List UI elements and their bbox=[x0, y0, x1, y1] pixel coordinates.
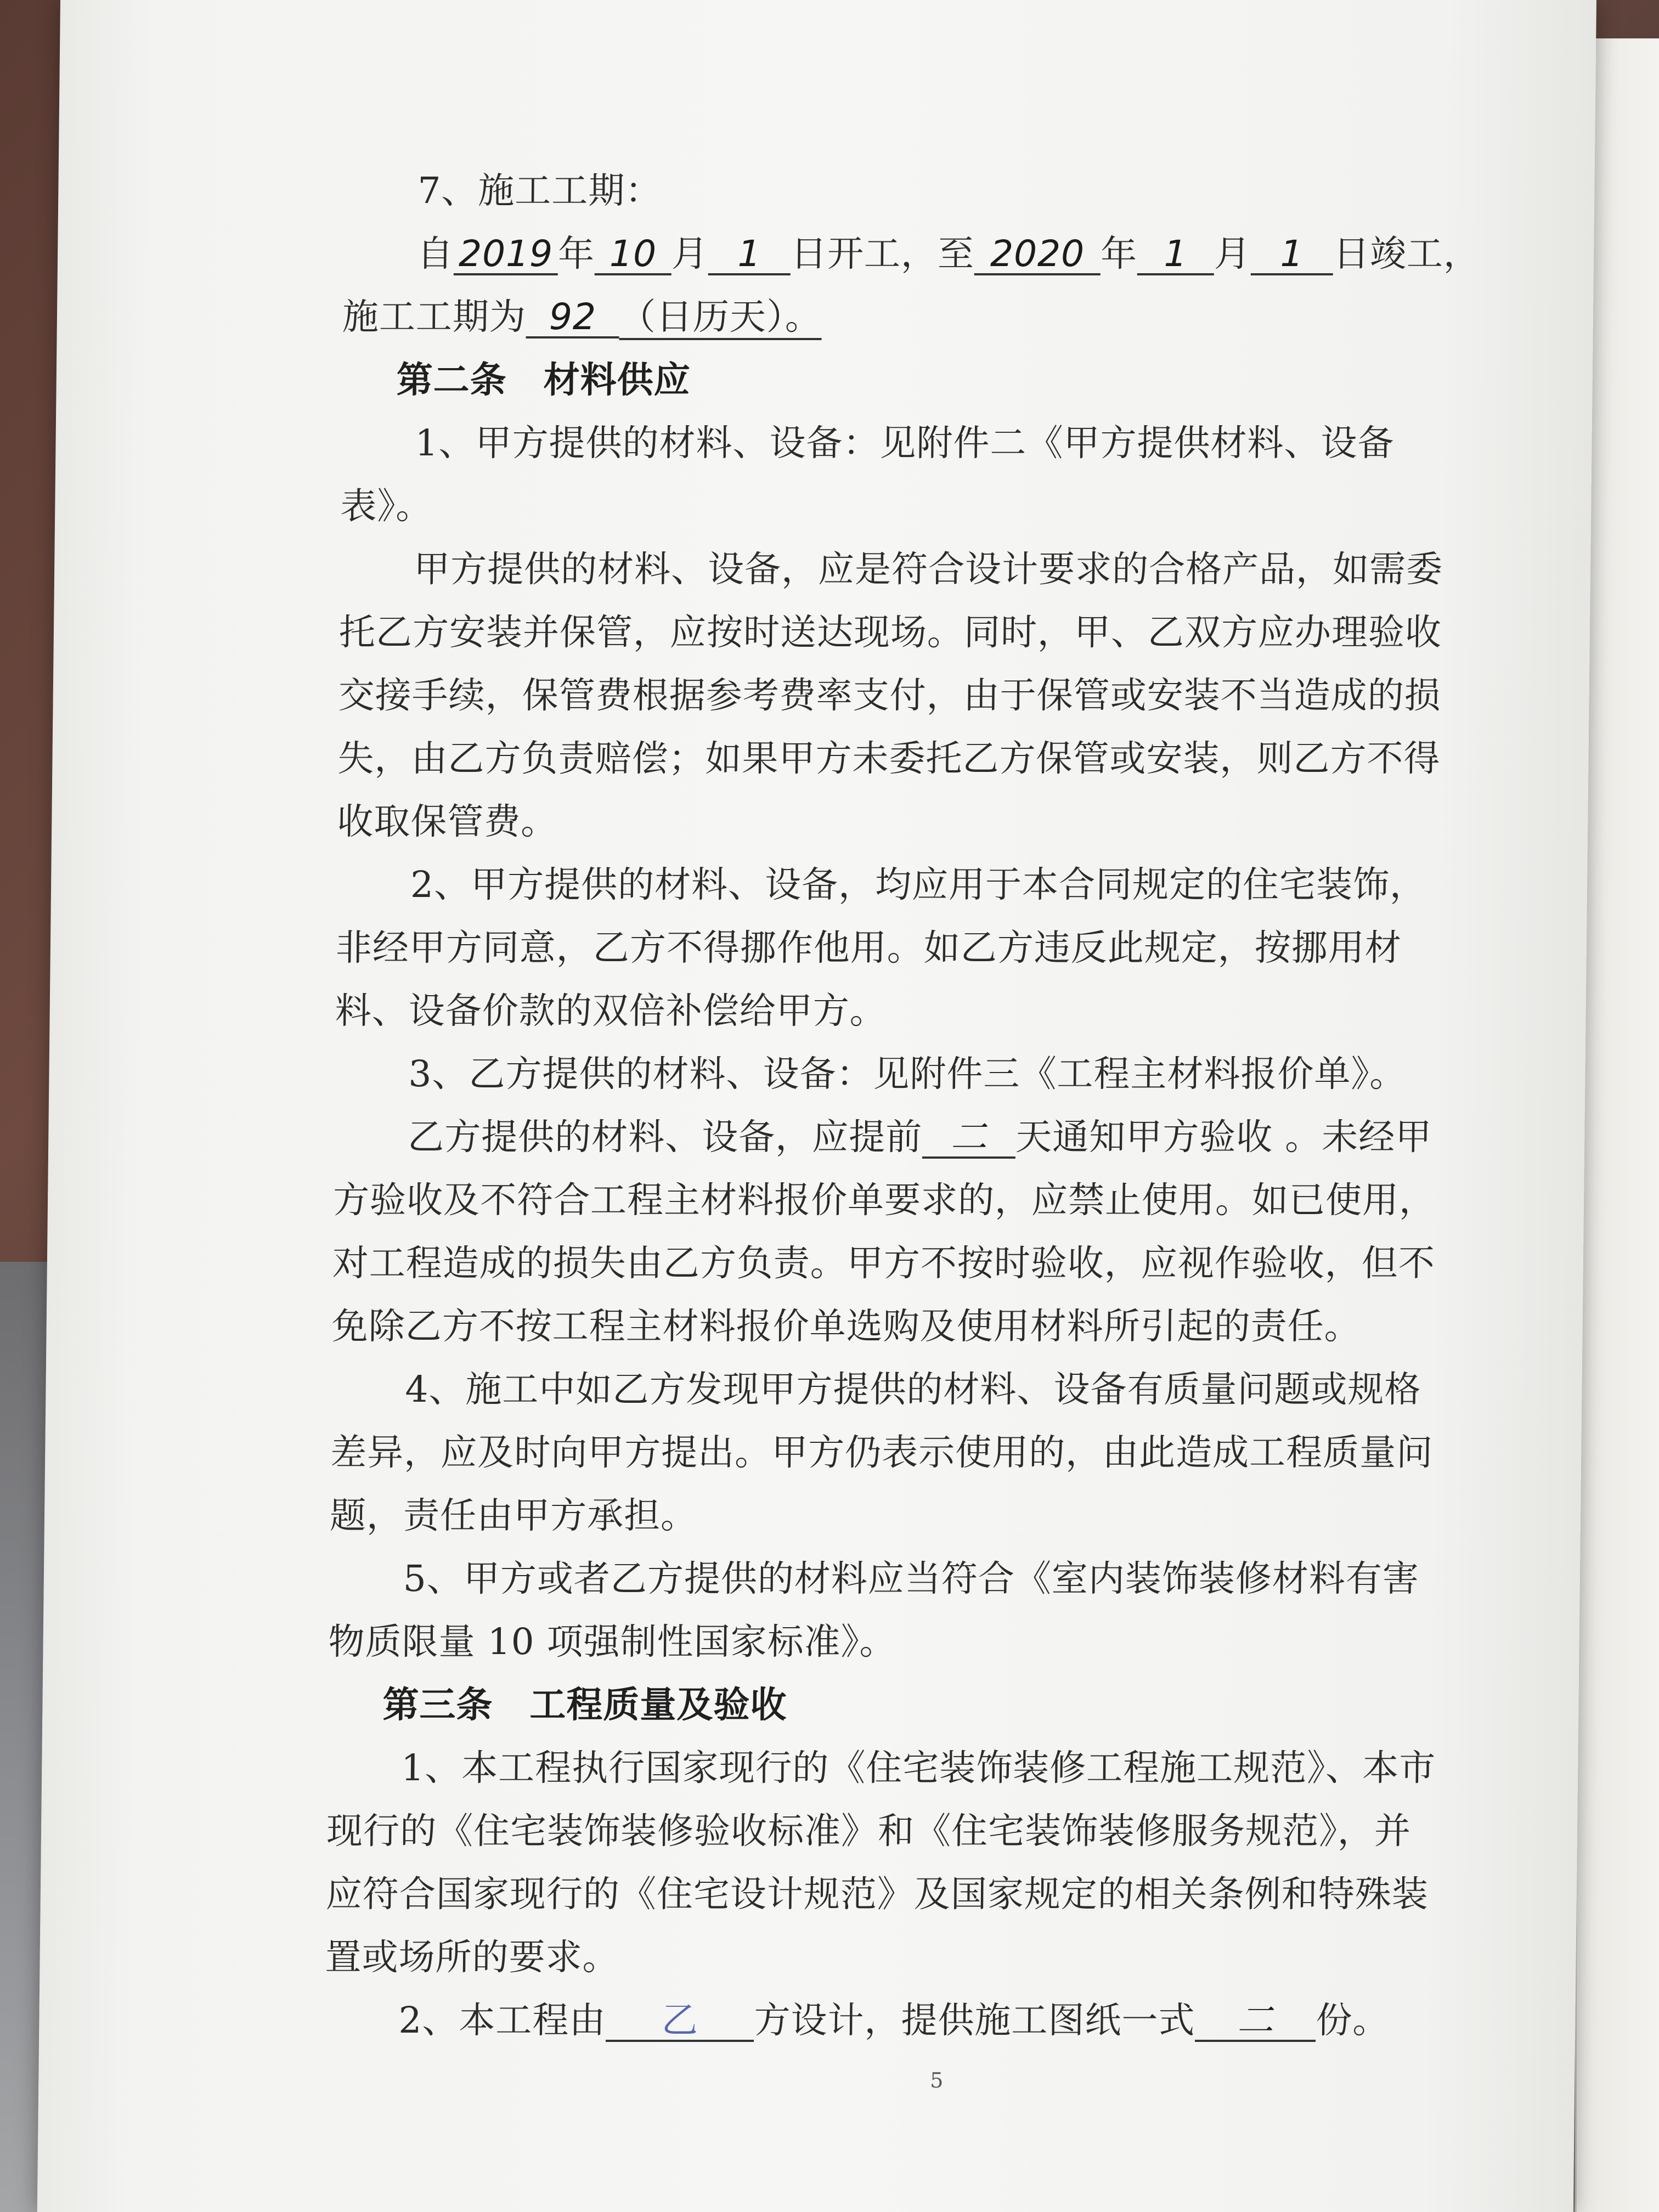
duration-field: 92 bbox=[526, 298, 620, 338]
start-year-field: 2019 bbox=[454, 235, 558, 275]
article2-line-13: 方验收及不符合工程主材料报价单要求的，应禁止使用。如已使用， bbox=[332, 1179, 1436, 1221]
design-party-field: 乙 bbox=[606, 2001, 754, 2042]
article2-line-10: 料、设备价款的双倍补偿给甲方。 bbox=[335, 990, 887, 1032]
article2-line-20: 物质限量 10 项强制性国家标准》。 bbox=[328, 1621, 897, 1663]
design-mid: 方设计，提供施工图纸一式 bbox=[754, 1999, 1195, 2041]
month-label: 月 bbox=[671, 233, 709, 275]
end-month-field: 1 bbox=[1137, 235, 1215, 275]
from-label: 自 bbox=[416, 233, 454, 275]
article2-title: 第二条 材料供应 bbox=[396, 359, 691, 401]
design-copies-field: 二 bbox=[1195, 2001, 1316, 2042]
article3-line-2: 现行的《住宅装饰装修验收标准》和《住宅装饰装修服务规范》，并 bbox=[326, 1810, 1412, 1852]
article2-line-14: 对工程造成的损失由乙方负责。甲方不按时验收，应视作验收，但不 bbox=[332, 1242, 1436, 1284]
duration-unit: （日历天）。 bbox=[619, 296, 822, 340]
article2-line-18: 题，责任由甲方承担。 bbox=[329, 1494, 698, 1537]
notice-prefix: 乙方提供的材料、设备，应提前 bbox=[407, 1116, 923, 1158]
month-label-2: 月 bbox=[1214, 233, 1251, 275]
article2-line-19: 5、甲方或者乙方提供的材料应当符合《室内装饰装修材料有害 bbox=[403, 1558, 1420, 1600]
article2-line-3: 甲方提供的材料、设备，应是符合设计要求的合格产品，如需委 bbox=[413, 548, 1443, 590]
article3-line-4: 置或场所的要求。 bbox=[325, 1936, 620, 1978]
notice-days-field: 二 bbox=[922, 1118, 1016, 1159]
page-number: 5 bbox=[930, 2068, 944, 2092]
article2-line-11: 3、乙方提供的材料、设备：见附件三《工程主材料报价单》。 bbox=[408, 1053, 1407, 1095]
article2-line-4: 托乙方安装并保管，应按时送达现场。同时，甲、乙双方应办理验收 bbox=[338, 611, 1442, 653]
construction-period-line bbox=[343, 222, 1572, 285]
start-month-field: 10 bbox=[595, 235, 672, 275]
document-page bbox=[37, 0, 1596, 2212]
duration-line bbox=[342, 285, 1571, 348]
duration-label: 施工工期为 bbox=[342, 296, 527, 338]
year-label: 年 bbox=[557, 233, 595, 275]
article2-line-9: 非经甲方同意，乙方不得挪作他用。如乙方违反此规定，按挪用材 bbox=[335, 927, 1402, 969]
page-content bbox=[324, 159, 1573, 2052]
design-suffix: 份。 bbox=[1316, 1999, 1390, 2041]
article2-line-8: 2、甲方提供的材料、设备，均应用于本合同规定的住宅装饰， bbox=[410, 864, 1427, 906]
notice-suffix: 天通知甲方验收 。未经甲 bbox=[1015, 1116, 1432, 1158]
section7-heading: 7、施工工期： bbox=[417, 170, 662, 212]
completion-label: 日竣工， bbox=[1333, 233, 1481, 275]
start-day-field: 1 bbox=[708, 235, 791, 275]
end-day-field: 1 bbox=[1251, 235, 1334, 275]
design-line bbox=[324, 1989, 1554, 2052]
article2-line-1: 1、甲方提供的材料、设备：见附件二《甲方提供材料、设备 bbox=[415, 422, 1395, 464]
article3-line-3: 应符合国家现行的《住宅设计规范》及国家规定的相关条例和特殊装 bbox=[325, 1873, 1429, 1915]
article3-line-1: 1、本工程执行国家现行的《住宅装饰装修工程施工规范》、本市 bbox=[400, 1747, 1436, 1789]
article2-line-2: 表》。 bbox=[340, 485, 433, 527]
start-work-label: 日开工，至 bbox=[790, 233, 975, 275]
article2-line-15: 免除乙方不按工程主材料报价单选购及使用材料所引起的责任。 bbox=[331, 1305, 1362, 1347]
article2-line-16: 4、施工中如乙方发现甲方提供的材料、设备有质量问题或规格 bbox=[405, 1368, 1421, 1410]
design-prefix: 2、本工程由 bbox=[398, 1999, 606, 2041]
end-year-field: 2020 bbox=[974, 235, 1101, 275]
article2-line-7: 收取保管费。 bbox=[336, 800, 558, 843]
article2-line-17: 差异，应及时向甲方提出。甲方仍表示使用的，由此造成工程质量问 bbox=[330, 1431, 1434, 1474]
article2-line-5: 交接手续，保管费根据参考费率支付，由于保管或安装不当造成的损 bbox=[338, 674, 1442, 716]
year-label-2: 年 bbox=[1100, 233, 1138, 275]
notice-line bbox=[334, 1105, 1563, 1169]
article3-title: 第三条 工程质量及验收 bbox=[382, 1684, 787, 1726]
article2-line-6: 失，由乙方负责赔偿；如果甲方未委托乙方保管或安装，则乙方不得 bbox=[337, 737, 1441, 780]
